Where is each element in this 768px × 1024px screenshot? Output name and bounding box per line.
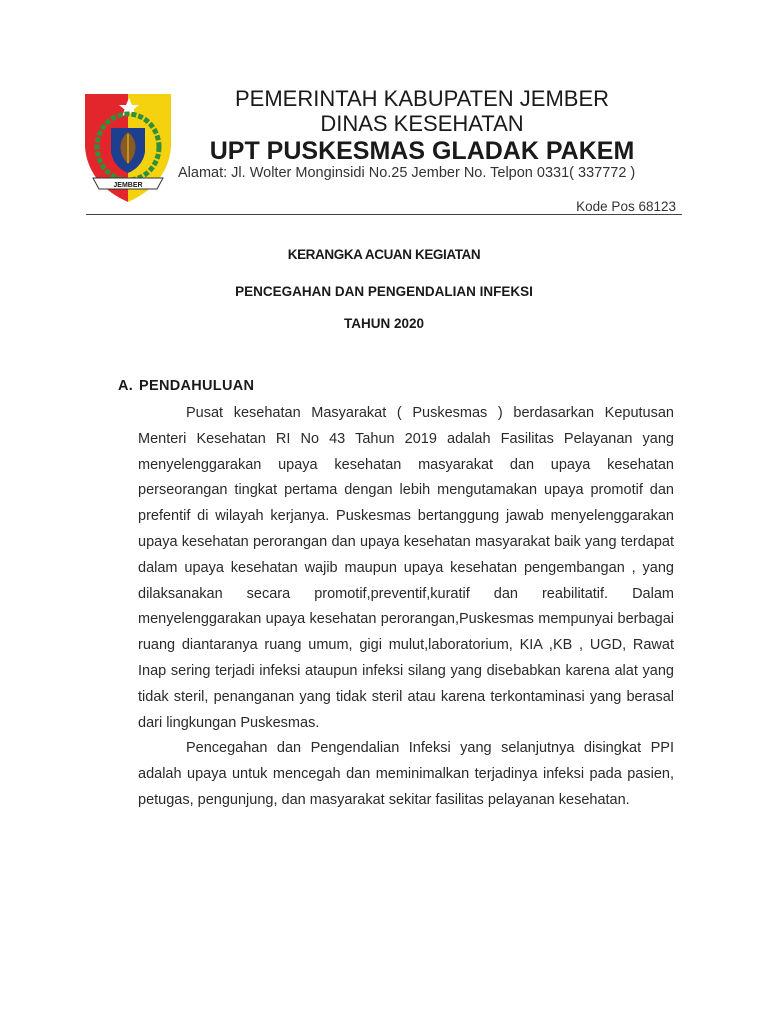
letterhead-institution: UPT PUSKESMAS GLADAK PAKEM [209, 137, 635, 165]
document-subtitle: PENCEGAHAN DAN PENGENDALIAN INFEKSI [235, 284, 533, 299]
postal-code: Kode Pos 68123 [576, 199, 676, 214]
paragraph: Pencegahan dan Pengendalian Infeksi yang selanjutnya disingkat PPI adalah upaya untuk mencegah dan meminimalkan terjadinya infeksi pada pasien, petugas, pengunjung, dan masyarakat sekitar fasilitas pelayanan kesehatan. [138, 740, 674, 808]
section-heading [118, 377, 254, 395]
letterhead-address: Alamat: Jl. Wolter Monginsidi No.25 Jember No. Telpon 0331( 337772 ) [178, 165, 636, 181]
section-title: PENDAHULUAN [139, 378, 255, 394]
section-body [138, 401, 674, 814]
section-number: A. [118, 378, 134, 394]
document-year: TAHUN 2020 [343, 316, 425, 331]
letterhead-department: DINAS KESEHATAN [320, 111, 524, 136]
coat-of-arms-icon [83, 92, 173, 204]
document-title: KERANGKA ACUAN KEGIATAN [287, 247, 481, 262]
jember-regency-logo [83, 92, 173, 204]
svg-text:JEMBER: JEMBER [113, 182, 143, 189]
letterhead-government: PEMERINTAH KABUPATEN JEMBER [234, 86, 610, 111]
letterhead-divider [86, 214, 682, 215]
paragraph: Pusat kesehatan Masyarakat ( Puskesmas ) berdasarkan Keputusan Menteri Kesehatan RI No 43 Tahun 2019 adalah Fasilitas Pelayanan yang menyelenggarakan upaya kesehatan masyarakat dan upaya kesehatan perseorangan tingkat pertama dengan lebih mengutamakan upaya promotif dan prefentif di wilayah kerjanya. Puskesmas bertanggung jawab menyelenggarakan upaya kesehatan perorangan dan upaya kesehatan masyarakat baik yang terdapat dalam upaya kesehatan wajib maupun upaya kesehatan pengembangan , yang dilaksanakan secara promotif,preventif,kuratif dan reabilitatif. Dalam menyelenggarakan upaya kesehatan perorangan,Puskesmas mempunyai berbagai ruang diantaranya ruang umum, gigi mulut,laboratorium, KIA ,KB , UGD, Rawat Inap sering terjadi infeksi ataupun infeksi silang yang disebabkan karena alat yang tidak steril, penanganan yang tidak steril atau karena terkontaminasi yang berasal dari lingkungan Puskesmas. [138, 405, 674, 731]
